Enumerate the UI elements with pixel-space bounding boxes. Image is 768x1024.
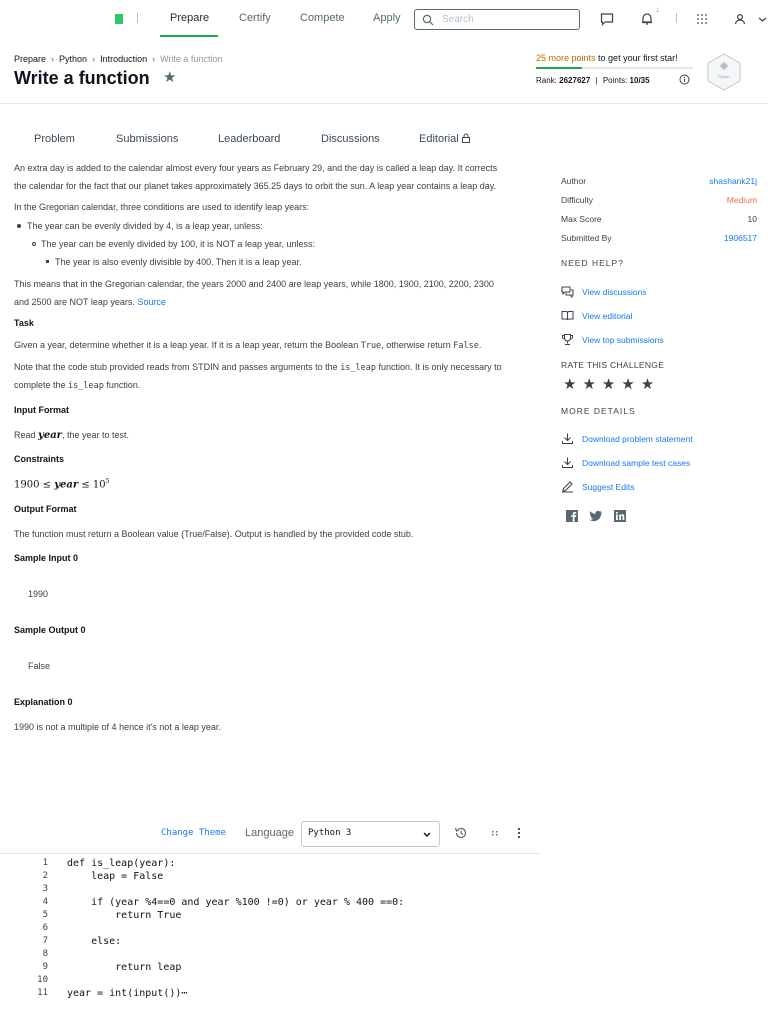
search-input[interactable]	[414, 9, 580, 30]
math-term: 1900	[14, 479, 40, 491]
note-part: function. It is only necessary to	[376, 362, 502, 372]
breadcrumb-prepare[interactable]: Prepare	[14, 54, 47, 64]
suggest-edits-label: Suggest Edits	[582, 482, 635, 492]
messages-icon[interactable]	[600, 12, 614, 26]
notification-count: 1	[656, 8, 660, 14]
source-link[interactable]: Source	[137, 297, 166, 307]
bookmark-star-icon[interactable]: ★	[163, 69, 177, 86]
code-false: False	[453, 341, 479, 351]
chevron-down-icon[interactable]	[757, 12, 768, 26]
math-term: ≤	[42, 479, 52, 491]
difficulty-label: Difficulty	[561, 195, 593, 205]
max-score-value: 10	[747, 214, 757, 224]
sample-output-value: False	[28, 661, 51, 671]
means-line-2	[14, 297, 166, 307]
search-icon	[422, 14, 434, 26]
submitted-count-link[interactable]: 1906517	[723, 233, 757, 243]
note-part: complete the	[14, 380, 69, 390]
tab-problem[interactable]: Problem	[34, 133, 75, 145]
language-select[interactable]	[301, 821, 440, 847]
nav-compete[interactable]: Compete	[300, 12, 345, 24]
linkedin-icon[interactable]	[613, 509, 627, 523]
line-number: 4	[42, 897, 48, 907]
view-top-submissions-label: View top submissions	[582, 335, 664, 345]
difficulty-row	[561, 195, 757, 205]
constraints-heading: Constraints	[14, 454, 65, 464]
rule-1: The year can be evenly divided by 4, is a leap year, unless:	[27, 221, 263, 231]
book-icon	[561, 309, 574, 322]
input-part: Read	[14, 430, 39, 440]
math-term: 10	[92, 479, 106, 491]
download-samples-label: Download sample test cases	[582, 458, 691, 468]
bullet	[17, 224, 21, 228]
code-line: if (year %4==0 and year %100 !=0) or year % 400 ==0:	[67, 897, 405, 908]
points-label: Points:	[602, 76, 628, 85]
note-line-1	[14, 362, 502, 373]
download-icon	[561, 456, 574, 469]
tab-submissions[interactable]: Submissions	[116, 133, 179, 145]
line-number: 7	[42, 936, 48, 946]
input-format-text	[14, 430, 129, 441]
language-value: Python 3	[308, 828, 352, 838]
bell-icon[interactable]	[640, 12, 654, 26]
code-is-leap: is_leap	[340, 363, 377, 373]
nav-certify[interactable]: Certify	[239, 12, 271, 24]
means-text: and 2500 are NOT leap years.	[14, 297, 135, 307]
math-exponent: 5	[105, 478, 110, 485]
hackerrank-logo[interactable]	[115, 14, 123, 24]
more-details-heading: MORE DETAILS	[561, 406, 636, 416]
breadcrumb-python[interactable]: Python	[59, 54, 88, 64]
points-progress-bar	[536, 67, 693, 69]
submitted-label: Submitted By	[561, 233, 612, 243]
sample-input-value: 1990	[28, 589, 49, 599]
author-label: Author	[561, 176, 587, 186]
output-format-heading: Output Format	[14, 504, 77, 514]
view-discussions-label: View discussions	[582, 287, 647, 297]
nav-divider	[137, 13, 138, 23]
code-line: else:	[67, 936, 122, 947]
line-number: 10	[37, 975, 48, 985]
difficulty-value: Medium	[726, 195, 757, 205]
line-number: 1	[42, 858, 48, 868]
breadcrumb-current: Write a function	[160, 54, 223, 64]
rank-and-points: Rank: 2627627 | Points: 10/35	[536, 76, 650, 85]
gregorian-intro: In the Gregorian calendar, three conditions are used to identify leap years:	[14, 202, 310, 212]
nav-prepare[interactable]: Prepare	[170, 12, 210, 24]
active-nav-indicator	[160, 35, 218, 37]
badge-label: Python	[718, 75, 730, 79]
code-line: leap = False	[67, 871, 164, 882]
points-progress-fill	[536, 67, 582, 69]
code-line: return True	[67, 910, 182, 921]
search-placeholder: Search	[442, 14, 474, 25]
intro-line-2: the calendar for the fact that our planet takes approximately 365.25 days to orbit the sun. A leap year contains a leap day.	[14, 181, 497, 191]
tab-leaderboard[interactable]: Leaderboard	[218, 133, 281, 145]
trophy-icon	[561, 333, 574, 346]
bullet	[46, 260, 49, 263]
restore-history-icon[interactable]	[454, 826, 468, 840]
python-badge-icon[interactable]	[704, 52, 744, 92]
note-part: Note that the code stub provided reads from STDIN and passes arguments to the	[14, 362, 341, 372]
code-line: year = int(input())⋯	[67, 988, 188, 999]
tab-editorial[interactable]	[419, 133, 471, 145]
code-is-leap: is_leap	[68, 381, 104, 391]
sample-input-heading: Sample Input 0	[14, 553, 79, 563]
explanation-heading: Explanation 0	[14, 697, 73, 707]
input-format-heading: Input Format	[14, 405, 69, 415]
challenge-header	[0, 38, 768, 104]
language-label: Language	[245, 827, 294, 839]
view-editorial-label: View editorial	[582, 311, 633, 321]
line-number: 5	[42, 910, 48, 920]
line-number: 8	[42, 949, 48, 959]
rank-value: 2627627	[559, 76, 591, 85]
user-avatar-icon[interactable]	[733, 12, 747, 26]
page-title: Write a function	[14, 68, 150, 88]
note-part: function.	[103, 380, 141, 390]
task-text	[14, 340, 481, 351]
download-statement-label: Download problem statement	[582, 434, 693, 444]
max-score-row	[561, 214, 757, 224]
max-score-label: Max Score	[561, 214, 602, 224]
need-help-heading: NEED HELP?	[561, 258, 624, 268]
pencil-icon	[561, 480, 574, 493]
rule-3: The year is also evenly divisible by 400. Then it is a leap year.	[55, 257, 302, 267]
submitted-row	[561, 233, 757, 243]
output-format-text: The function must return a Boolean value (True/False). Output is handled by the provided code stub.	[14, 529, 414, 539]
note-line-2	[14, 380, 140, 391]
social-share	[565, 509, 645, 525]
editor-toolbar	[0, 818, 540, 854]
sample-output-heading: Sample Output 0	[14, 625, 86, 635]
rank-label: Rank:	[536, 76, 557, 85]
points-needed: 25 more points	[536, 53, 596, 63]
means-line-1: This means that in the Gregorian calendar, the years 2000 and 2400 are leap years, while 1800, 1900, 2100, 2200, 2300	[14, 279, 494, 289]
info-icon[interactable]	[679, 74, 690, 85]
drag-handle-icon[interactable]	[488, 826, 502, 840]
math-year: year	[38, 430, 62, 441]
lock-icon	[461, 133, 471, 143]
change-theme-button[interactable]: Change Theme	[161, 828, 227, 838]
author-link[interactable]: shashank21j	[709, 176, 757, 186]
task-part: .	[478, 340, 482, 350]
line-number: 2	[42, 871, 48, 881]
line-number: 11	[37, 988, 48, 998]
math-term: ≤	[81, 479, 90, 491]
tab-editorial-label: Editorial	[419, 133, 459, 145]
line-number: 9	[42, 962, 48, 972]
intro-line-1: An extra day is added to the calendar almost every four years as February 29, and the day is called a leap day. It corrects	[14, 163, 498, 173]
task-heading: Task	[14, 318, 34, 328]
nav-apply[interactable]: Apply	[373, 12, 401, 24]
code-line: return leap	[67, 962, 182, 973]
tab-discussions[interactable]: Discussions	[321, 133, 380, 145]
line-number: 3	[42, 884, 48, 894]
rule-2: The year can be evenly divided by 100, it is NOT a leap year, unless:	[41, 239, 315, 249]
discussions-icon	[561, 285, 574, 298]
author-row	[561, 176, 757, 186]
twitter-icon[interactable]	[589, 509, 603, 523]
explanation-text: 1990 is not a multiple of 4 hence it's not a leap year.	[14, 722, 221, 732]
rating-stars[interactable]: ★★★★★	[563, 376, 661, 393]
challenge-tabs	[0, 130, 540, 150]
breadcrumb: Prepare › Python › Introduction › Write a function	[14, 54, 223, 64]
code-line: def is_leap(year):	[67, 858, 176, 869]
input-part: , the year to test.	[61, 430, 129, 440]
more-options-icon[interactable]	[512, 826, 526, 840]
points-value: 10/35	[629, 76, 650, 85]
breadcrumb-introduction[interactable]: Introduction	[100, 54, 148, 64]
facebook-icon[interactable]	[565, 509, 579, 523]
bullet	[32, 242, 36, 246]
nav-divider	[676, 13, 677, 23]
line-number: 6	[42, 923, 48, 933]
apps-grid-icon[interactable]	[695, 12, 709, 26]
points-message: to get your first star!	[595, 53, 678, 63]
constraint-formula	[14, 478, 109, 490]
top-nav	[0, 0, 768, 38]
code-true: True	[360, 341, 382, 351]
chevron-down-icon	[422, 827, 432, 841]
points-to-star	[536, 53, 678, 63]
rate-heading: RATE THIS CHALLENGE	[561, 360, 665, 370]
task-part: Given a year, determine whether it is a leap year. If it is a leap year, return the Boolean	[14, 340, 361, 350]
math-year: year	[54, 479, 79, 491]
download-icon	[561, 432, 574, 445]
task-part: , otherwise return	[381, 340, 454, 350]
